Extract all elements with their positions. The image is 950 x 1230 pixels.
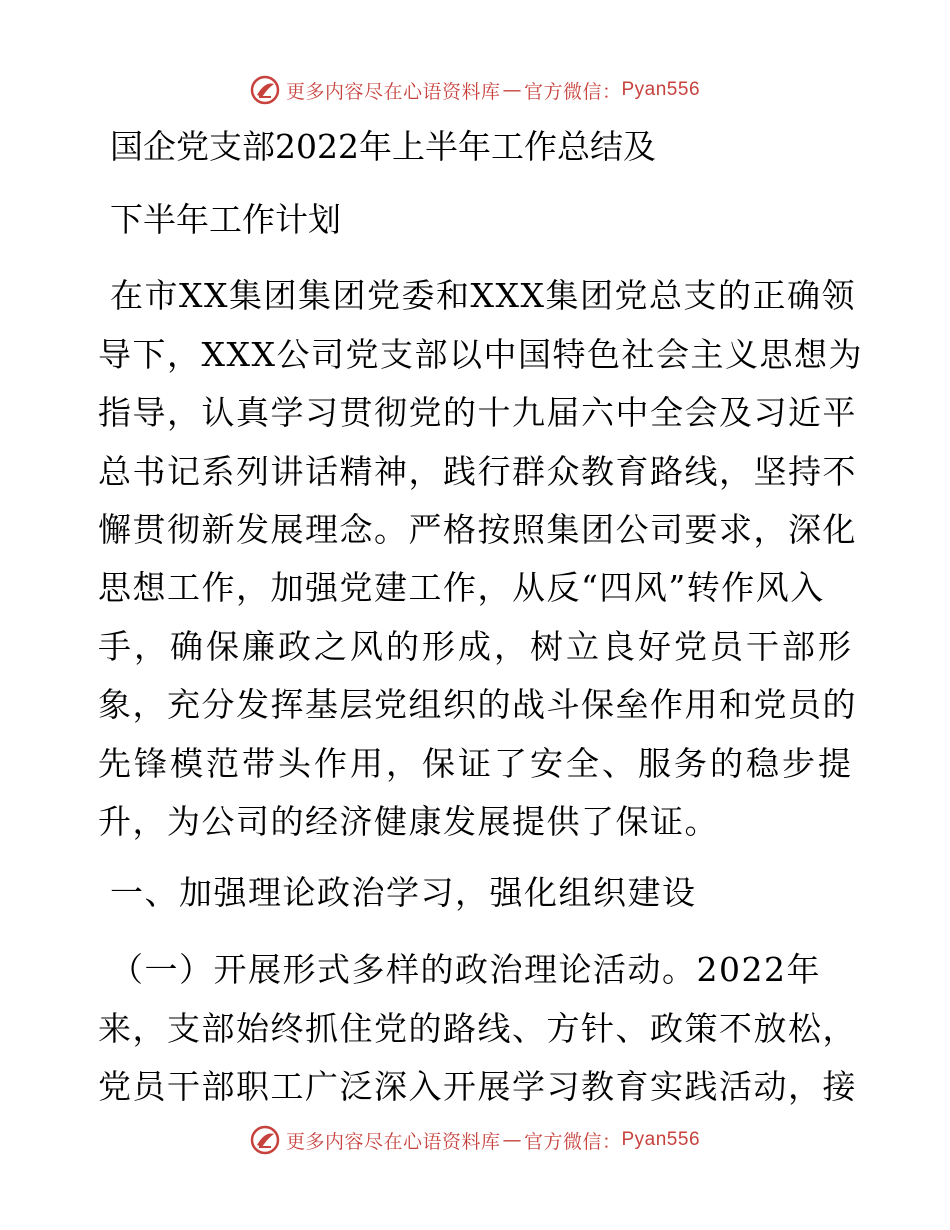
paragraph-1-line-3: 指导，认真学习贯彻党的十九届六中全会及习近平 bbox=[98, 393, 857, 432]
watermark-official-label: 官方微信： bbox=[523, 1130, 622, 1153]
watermark-text: 更多内容尽在心语资料库 bbox=[285, 80, 501, 103]
paragraph-1-line-7: 手，确保廉政之风的形成，树立良好党员干部形 bbox=[98, 627, 854, 666]
paragraph-2-line-3: 党员干部职工广泛深入开展学习教育实践活动，接 bbox=[98, 1067, 857, 1106]
header-watermark bbox=[0, 70, 950, 110]
paragraph-1-line-2: 导下，XXX公司党支部以中国特色社会主义思想为 bbox=[98, 335, 863, 374]
paragraph-1-line-5: 懈贯彻新发展理念。严格按照集团公司要求，深化 bbox=[98, 510, 857, 549]
watermark-dash: — bbox=[502, 79, 522, 101]
paragraph-1-line-1: 在市XX集团集团党委和XXX集团党总支的正确领 bbox=[110, 276, 856, 315]
page-title-line-2: 下半年工作计划 bbox=[110, 200, 341, 239]
paragraph-1-line-8: 象，充分发挥基层党组织的战斗保垒作用和党员的 bbox=[98, 685, 857, 724]
watermark-text: 更多内容尽在心语资料库 bbox=[285, 1130, 501, 1153]
paragraph-1-line-6: 思想工作，加强党建工作，从反“四风”转作风入 bbox=[98, 568, 825, 607]
watermark-dash: — bbox=[502, 1129, 522, 1151]
watermark-wechat-id: Pyan556 bbox=[621, 1129, 701, 1150]
book-quill-logo-icon bbox=[250, 1125, 280, 1155]
paragraph-1-line-10: 升，为公司的经济健康发展提供了保证。 bbox=[98, 802, 719, 841]
paragraph-1-line-4: 总书记系列讲话精神，践行群众教育路线，坚持不 bbox=[98, 452, 857, 491]
watermark-wechat-id: Pyan556 bbox=[621, 79, 701, 100]
watermark-official-label: 官方微信： bbox=[523, 80, 622, 103]
book-quill-logo-icon bbox=[250, 75, 280, 105]
section-1-heading: 一、加强理论政治学习，强化组织建设 bbox=[110, 873, 697, 912]
paragraph-2-line-2: 来，支部始终抓住党的路线、方针、政策不放松， bbox=[98, 1009, 857, 1048]
page-title-line-1: 国企党支部2022年上半年工作总结及 bbox=[110, 127, 656, 166]
paragraph-1-line-9: 先锋模范带头作用，保证了安全、服务的稳步提 bbox=[98, 744, 854, 783]
footer-watermark bbox=[0, 1120, 950, 1160]
paragraph-2-line-1: （一）开展形式多样的政治理论活动。2022年 bbox=[110, 950, 821, 989]
